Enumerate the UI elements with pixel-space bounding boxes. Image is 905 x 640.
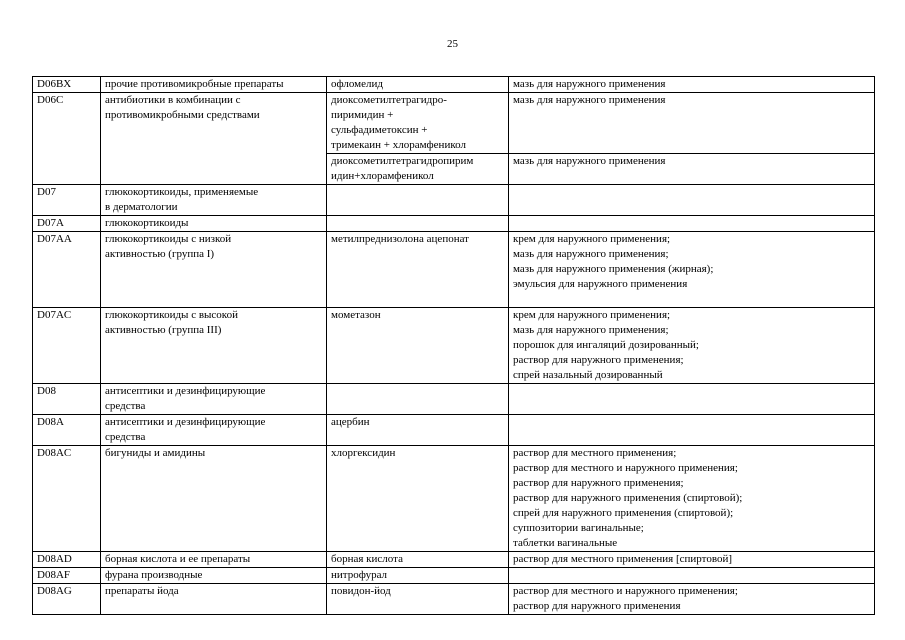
group-line: активностью (группа III) — [105, 324, 222, 336]
atc-code-cell: D08 — [33, 384, 101, 415]
forms-cell — [509, 568, 875, 584]
form-line: порошок для ингаляций дозированный; — [513, 339, 699, 351]
group-cell — [101, 584, 327, 615]
group-cell — [101, 93, 327, 185]
substance-line: тримекаин + хлорамфеникол — [331, 139, 466, 151]
group-line: в дерматологии — [105, 201, 178, 213]
atc-code-cell: D08AF — [33, 568, 101, 584]
table-row — [33, 93, 875, 154]
group-cell — [101, 216, 327, 232]
substance-cell — [327, 216, 509, 232]
substance-line: метилпреднизолона ацепонат — [331, 233, 469, 245]
substance-cell — [327, 415, 509, 446]
substance-line: офломелид — [331, 78, 383, 90]
group-line: глюкокортикоиды с низкой — [105, 233, 232, 245]
forms-cell — [509, 185, 875, 216]
substance-line: хлоргексидин — [331, 447, 396, 459]
substance-line: мометазон — [331, 309, 381, 321]
table-row — [33, 568, 875, 584]
forms-cell — [509, 446, 875, 552]
table-row — [33, 77, 875, 93]
form-line: эмульсия для наружного применения — [513, 278, 688, 290]
form-line: мазь для наружного применения — [513, 94, 666, 106]
group-line: средства — [105, 400, 146, 412]
form-line: мазь для наружного применения — [513, 155, 666, 167]
substance-cell — [327, 584, 509, 615]
substance-cell — [327, 568, 509, 584]
form-line: мазь для наружного применения; — [513, 324, 669, 336]
substance-line: диоксометилтетрагидропирим — [331, 155, 474, 167]
substance-cell — [327, 185, 509, 216]
group-cell — [101, 446, 327, 552]
group-cell — [101, 384, 327, 415]
table-row — [33, 232, 875, 308]
form-line: мазь для наружного применения (жирная); — [513, 263, 714, 275]
substance-line: пиримидин + — [331, 109, 394, 121]
group-cell — [101, 185, 327, 216]
group-line: препараты йода — [105, 585, 179, 597]
group-cell — [101, 77, 327, 93]
form-line: крем для наружного применения; — [513, 233, 671, 245]
group-cell — [101, 568, 327, 584]
form-line: суппозитории вагинальные; — [513, 522, 644, 534]
form-line: раствор для местного и наружного применения; — [513, 462, 738, 474]
table-row — [33, 552, 875, 568]
substance-cell — [327, 93, 509, 154]
group-line: антибиотики в комбинации с — [105, 94, 241, 106]
forms-cell — [509, 216, 875, 232]
form-line: раствор для местного и наружного применения; — [513, 585, 738, 597]
group-cell — [101, 308, 327, 384]
substance-cell — [327, 308, 509, 384]
substance-line: сульфадиметоксин + — [331, 124, 428, 136]
forms-cell — [509, 232, 875, 308]
substance-line: повидон-йод — [331, 585, 391, 597]
form-line: мазь для наружного применения; — [513, 248, 669, 260]
atc-code-cell: D06C — [33, 93, 101, 185]
form-line: спрей для наружного применения (спиртовой); — [513, 507, 734, 519]
group-line: антисептики и дезинфицирующие — [105, 416, 266, 428]
group-line: глюкокортикоиды с высокой — [105, 309, 238, 321]
drug-table — [32, 76, 875, 615]
forms-cell — [509, 384, 875, 415]
atc-code-cell: D07A — [33, 216, 101, 232]
group-line: фурана производные — [105, 569, 203, 581]
group-line: глюкокортикоиды — [105, 217, 189, 229]
group-line: прочие противомикробные препараты — [105, 78, 284, 90]
atc-code-cell: D08AD — [33, 552, 101, 568]
atc-code-cell: D08A — [33, 415, 101, 446]
form-line: раствор для наружного применения — [513, 600, 681, 612]
substance-cell — [327, 384, 509, 415]
substance-cell — [327, 232, 509, 308]
form-line: раствор для наружного применения (спиртовой); — [513, 492, 743, 504]
group-cell — [101, 415, 327, 446]
forms-cell — [509, 154, 875, 185]
atc-code-cell: D08AC — [33, 446, 101, 552]
substance-line: борная кислота — [331, 553, 403, 565]
group-line: активностью (группа I) — [105, 248, 215, 260]
atc-code-cell: D08AG — [33, 584, 101, 615]
substance-cell — [327, 154, 509, 185]
form-line: мазь для наружного применения — [513, 78, 666, 90]
substance-cell — [327, 552, 509, 568]
table-row — [33, 415, 875, 446]
substance-cell — [327, 77, 509, 93]
forms-cell — [509, 415, 875, 446]
group-line: противомикробными средствами — [105, 109, 260, 121]
forms-cell — [509, 552, 875, 568]
form-line: спрей назальный дозированный — [513, 369, 663, 381]
substance-line: идин+хлорамфеникол — [331, 170, 434, 182]
atc-code-cell: D07 — [33, 185, 101, 216]
table-row — [33, 384, 875, 415]
form-line: раствор для наружного применения; — [513, 354, 684, 366]
form-line: раствор для местного применения; — [513, 447, 677, 459]
form-line: таблетки вагинальные — [513, 537, 618, 549]
table-row — [33, 446, 875, 552]
form-line: раствор для наружного применения; — [513, 477, 684, 489]
group-line: антисептики и дезинфицирующие — [105, 385, 266, 397]
table-row — [33, 216, 875, 232]
atc-code-cell: D07AC — [33, 308, 101, 384]
atc-code-cell: D06BX — [33, 77, 101, 93]
substance-cell — [327, 446, 509, 552]
group-line: глюкокортикоиды, применяемые — [105, 186, 259, 198]
form-line: раствор для местного применения [спиртовой] — [513, 553, 732, 565]
group-cell — [101, 552, 327, 568]
page-number: 25 — [447, 38, 458, 50]
forms-cell — [509, 93, 875, 154]
form-line: крем для наружного применения; — [513, 309, 671, 321]
table-body — [33, 77, 875, 615]
forms-cell — [509, 77, 875, 93]
forms-cell — [509, 584, 875, 615]
atc-code-cell: D07AA — [33, 232, 101, 308]
table-row — [33, 185, 875, 216]
forms-cell — [509, 308, 875, 384]
substance-line: диоксометилтетрагидро- — [331, 94, 447, 106]
group-line: средства — [105, 431, 146, 443]
group-cell — [101, 232, 327, 308]
substance-line: ацербин — [331, 416, 370, 428]
group-line: бигуниды и амидины — [105, 447, 206, 459]
table-row — [33, 308, 875, 384]
table-row — [33, 584, 875, 615]
substance-line: нитрофурал — [331, 569, 388, 581]
group-line: борная кислота и ее препараты — [105, 553, 251, 565]
